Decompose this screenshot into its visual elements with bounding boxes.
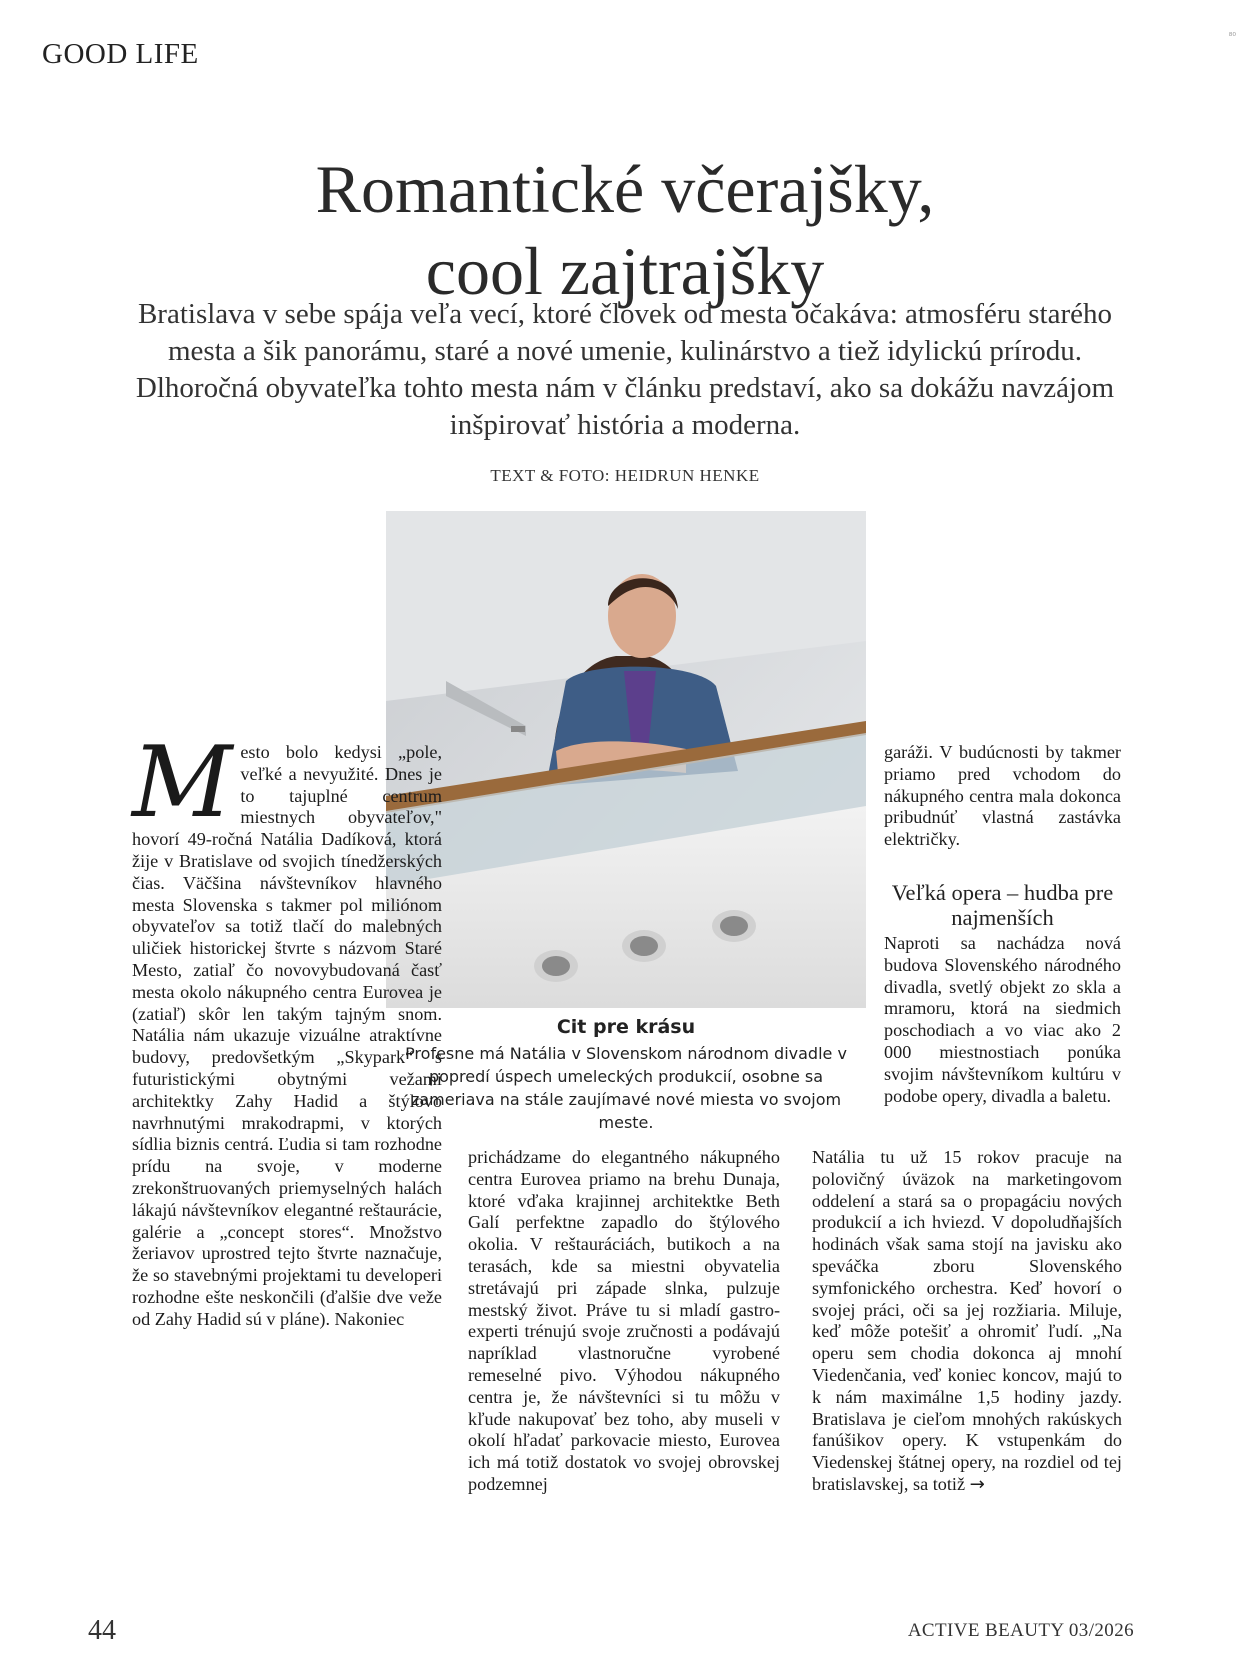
photo-caption: Profesne má Natália v Slovenskom národnom divadle v popredí úspech umeleckých produkcií, osobne sa zameriava na stále zaujímavé nové miesta vo svojom meste. (405, 1044, 847, 1132)
column-3-top-text: garáži. V budúcnosti by takmer priamo pred vchodom do nákupného centra mala dokonca pribudnúť vlastná zastávka električky. (884, 742, 1121, 850)
magazine-issue: ACTIVE BEAUTY 03/2026 (907, 1620, 1134, 1641)
photo-illustration (386, 511, 866, 1008)
author-credit: TEXT & FOTO: HEIDRUN HENKE (490, 466, 760, 485)
drop-cap: M (132, 726, 233, 840)
column-2-text: prichádzame do elegantného nákupného centra Eurovea priamo na brehu Dunaja, ktoré vďaka krajinnej architektke Beth Galí perfektne zapadlo do štýlového okolia. V reštauráciách, butikoch a na terasách, kde sa miestni obyvatelia stretávajú pri západe slnka, pulzuje mestský život. Práve tu si mladí gastro-experti trénujú svoje zručnosti a podávajú napríklad vlastnoručne vyrobené remeselné pivo. Výhodou nákupného centra je, že návštevníci si tu môžu v kľude nakupovať bez toho, aby museli v okolí hľadať parkovacie miesto, Eurovea ich má totiž dostatok vo svojej obrovskej podzemnej (468, 1147, 780, 1494)
corner-mark: ⁸⁰ (1228, 32, 1236, 42)
section-label: GOOD LIFE (42, 38, 199, 70)
column-3-bottom-text: Natália tu už 15 rokov pracuje na polovičný úväzok na marketingovom oddelení a stará sa o propagáciu nových produkcií a ich hviezd. V dopoludňajších hodinách však sama stojí na javisku ako speváčka zboru Slovenského symfonického orchestra. Keď hovorí o svojej práci, oči sa jej rozžiaria. Miluje, keď môže potešiť a ohromiť ľudí. „Na operu sem chodia dokonca aj mnohí Viedenčania, veď koniec koncov, majú to k nám maximálne 1,5 hodiny jazdy. Bratislava je cieľom mnohých rakúskych fanúšikov opery. K vstupenkám do Viedenskej štátnej opery, na rozdiel od tej bratislavskej, sa totiž (812, 1147, 1122, 1494)
article-title (0, 148, 1250, 312)
text-column-1 (132, 726, 442, 1331)
title-line-1: Romantické včerajšky, (315, 151, 935, 227)
article-lead: Bratislava v sebe spája veľa vecí, ktoré človek od mesta očakáva: atmosféru starého mesta a šik panorámu, staré a nové umenie, kulinárstvo a tiež idylickú prírodu. Dlhoročná obyvateľka tohto mesta nám v článku predstaví, ako sa dokážu navzájom inšpirovať história a moderna. (135, 298, 1115, 441)
subheading: Veľká opera – hudba pre najmenších (891, 880, 1114, 930)
text-column-2 (468, 1147, 780, 1496)
column-3-mid-text: Naproti sa nachádza nová budova Slovenského národného divadla, svetlý objekt zo skla a mramoru, ktorá na siedmich poschodiach a vo viac ako 2 000 miestnostiach ponúka svojim návštevníkom kultúru v podobe opery, divadla a baletu. (884, 933, 1121, 1106)
column-1-text: esto bolo kedysi „pole, veľké a nevyužité. Dnes je to tajuplné centrum miestnych obyvateľov," hovorí 49-ročná Natália Dadíková, ktorá žije v Bratislave od svojich tínedžerských čias. Väčšina návštevníkov hlavného mesta Slovenska s takmer pol miliónom obyvateľov sa totiž tlačí do malebných uličiek historickej štvrte s názvom Staré Mesto, zatiaľ čo novovybudovaná časť mesta okolo nákupného centra Eurovea je (zatiaľ) skôr len takým tajným snom. Natália nám ukazuje vizuálne atraktívne budovy, predovšetkým „Skypark“ s futuristickými obytnými vežami architektky Zahy Hadid a štýlovo navrhnutými mrakodrapmi, v ktorých sídlia biznis centrá. Ľudia si tam rozhodne prídu na svoje, v moderne zrekonštruovaných priemyselných halách lákajú návštevníkov elegantné reštaurácie, galérie a „concept stores“. Množstvo žeriavov uprostred tejto štvrte naznačuje, že so stavebnými projektami tu developeri rozhodne ešte neskončili (ďalšie dve veže od Zahy Hadid sú v pláne). Nakoniec (132, 742, 442, 1329)
page-number: 44 (88, 1615, 116, 1646)
text-column-3-bottom (812, 1147, 1122, 1496)
text-column-3-mid (884, 933, 1121, 1107)
photo-caption-title: Cit pre krásu (556, 1016, 696, 1038)
article-photo (386, 511, 866, 1008)
title-line-2: cool zajtrajšky (425, 233, 825, 309)
arrow-right-icon: → (969, 1473, 985, 1495)
text-column-3-top (884, 742, 1121, 851)
